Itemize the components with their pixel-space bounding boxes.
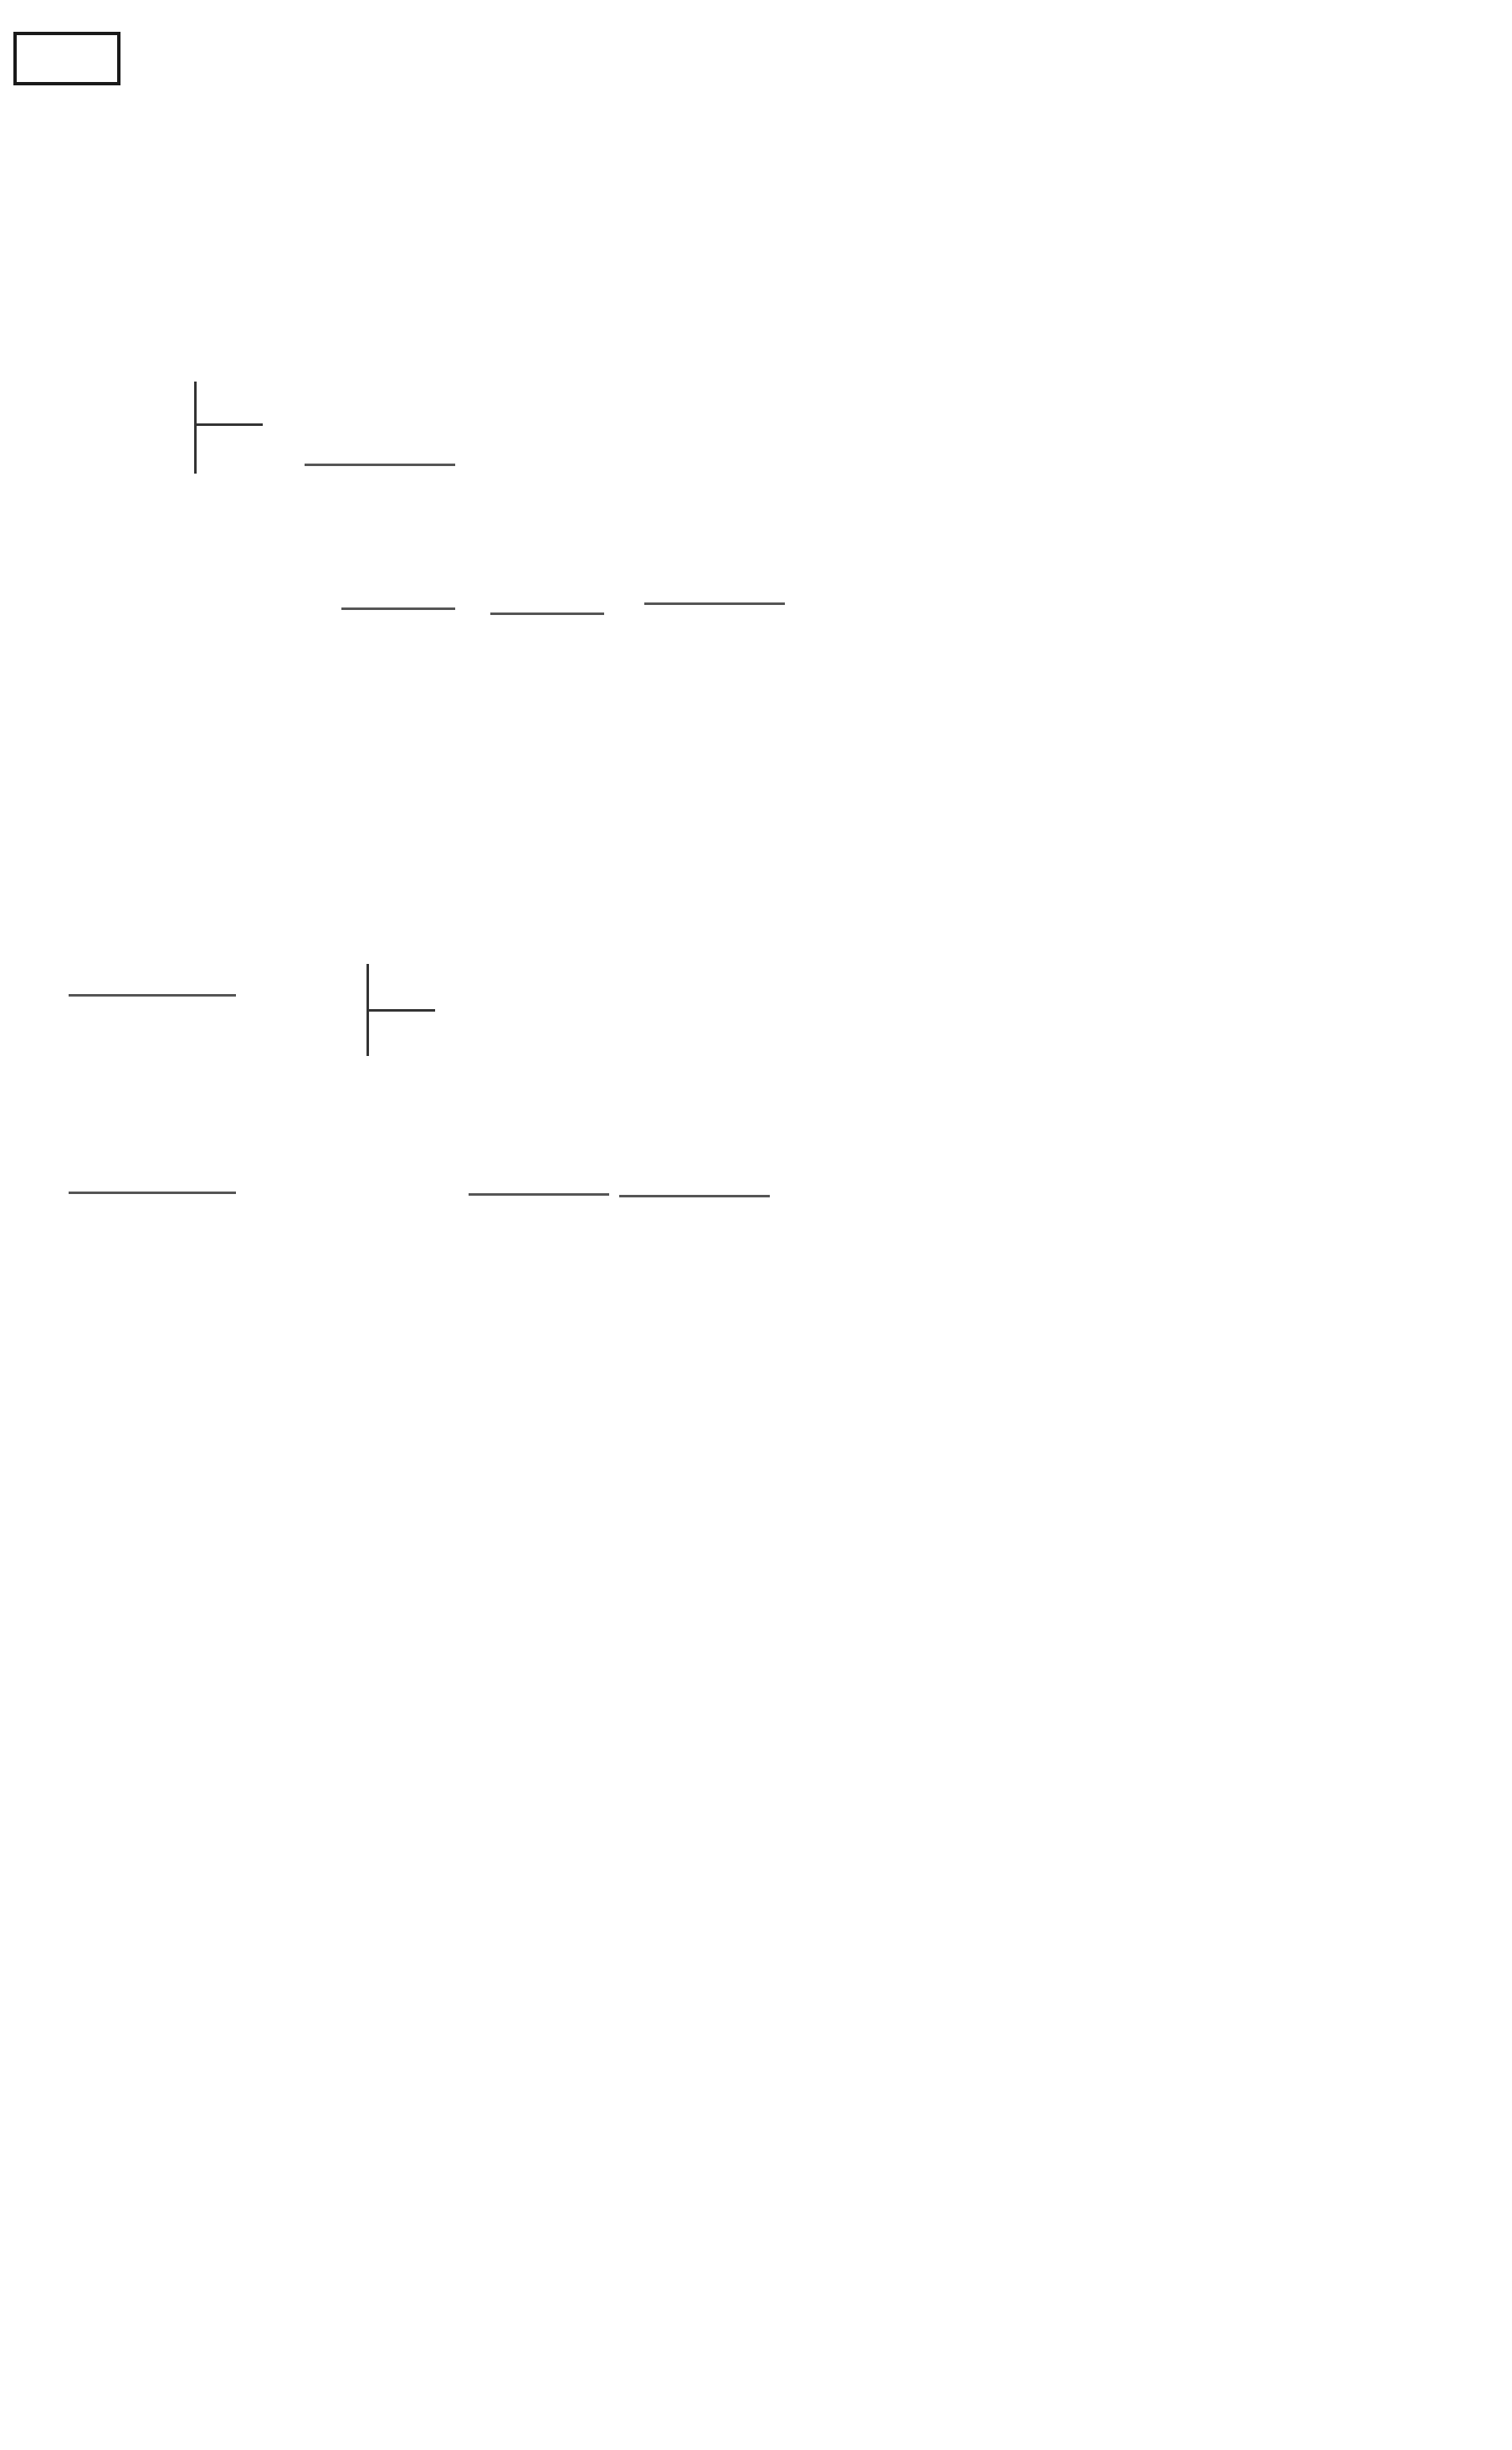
problem-number [13, 32, 120, 85]
